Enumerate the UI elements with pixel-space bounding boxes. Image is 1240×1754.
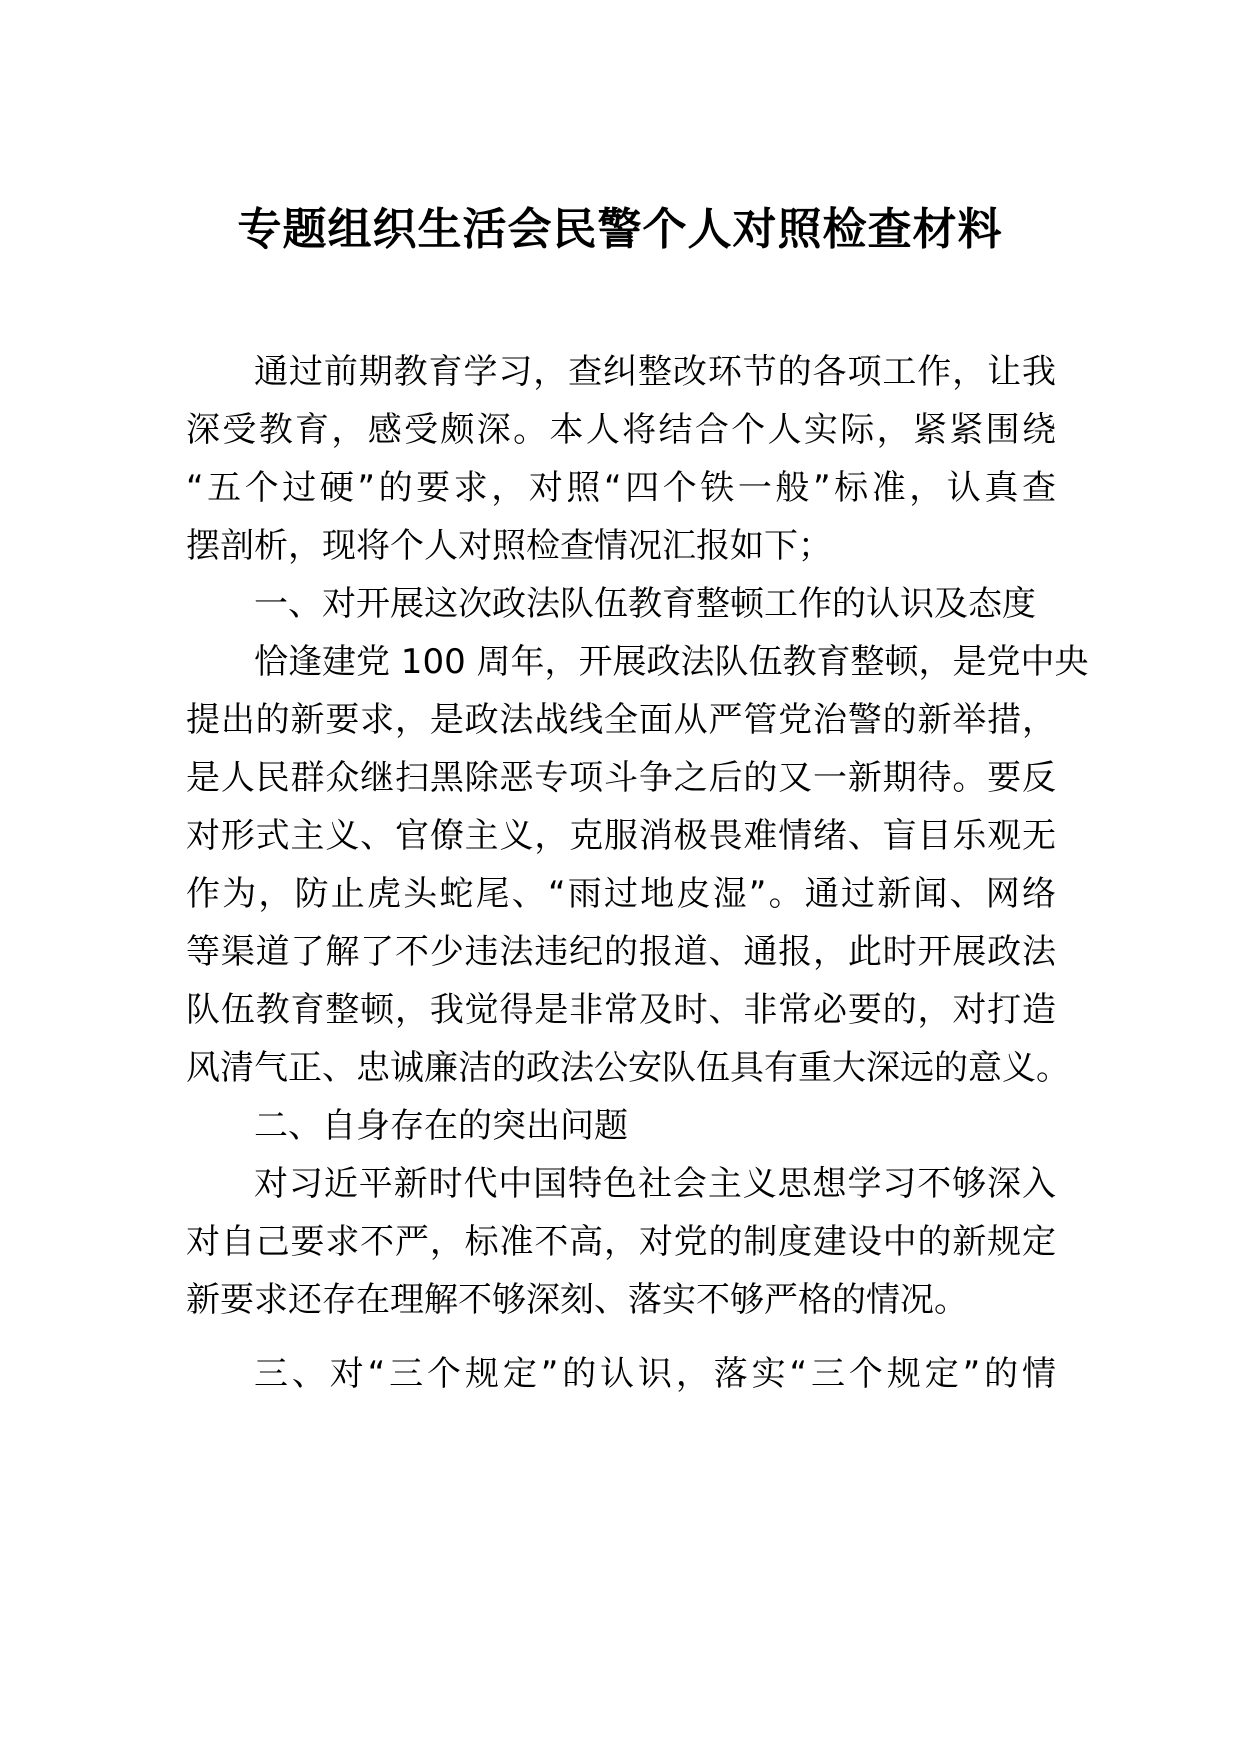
- section-heading: 二、自身存在的突出问题: [254, 1106, 628, 1146]
- body-line: 新要求还存在理解不够深刻、落实不够严格的情况。: [186, 1280, 968, 1320]
- body-line: 通过前期教育学习，查纠整改环节的各项工作，让我: [254, 352, 1056, 392]
- body-line: “五个过硬”的要求，对照“四个铁一般”标准，认真查: [186, 468, 1056, 508]
- body-line: 队伍教育整顿，我觉得是非常及时、非常必要的，对打造: [186, 990, 1056, 1030]
- section-heading: 三、对“三个规定”的认识，落实“三个规定”的情: [254, 1354, 1056, 1394]
- body-line: 恰逢建党 100 周年，开展政法队伍教育整顿，是党中央: [254, 642, 1089, 682]
- body-line: 是人民群众继扫黑除恶专项斗争之后的又一新期待。要反: [186, 758, 1056, 798]
- body-line: 作为，防止虎头蛇尾、“雨过地皮湿”。通过新闻、网络: [186, 874, 1056, 914]
- body-line: 风清气正、忠诚廉洁的政法公安队伍具有重大深远的意义。: [186, 1048, 1070, 1088]
- section-heading: 一、对开展这次政法队伍教育整顿工作的认识及态度: [254, 584, 1036, 624]
- body-line: 摆剖析，现将个人对照检查情况汇报如下；: [186, 526, 832, 566]
- body-line: 深受教育，感受颇深。本人将结合个人实际，紧紧围绕: [186, 410, 1056, 450]
- body-line: 对习近平新时代中国特色社会主义思想学习不够深入: [254, 1164, 1056, 1204]
- body-line: 对形式主义、官僚主义，克服消极畏难情绪、盲目乐观无: [186, 816, 1056, 856]
- body-line: 提出的新要求，是政法战线全面从严管党治警的新举措，: [186, 700, 1056, 740]
- body-line: 等渠道了解了不少违法违纪的报道、通报，此时开展政法: [186, 932, 1056, 972]
- body-line: 对自己要求不严，标准不高，对党的制度建设中的新规定: [186, 1222, 1056, 1262]
- page-title: 专题组织生活会民警个人对照检查材料: [237, 204, 1003, 255]
